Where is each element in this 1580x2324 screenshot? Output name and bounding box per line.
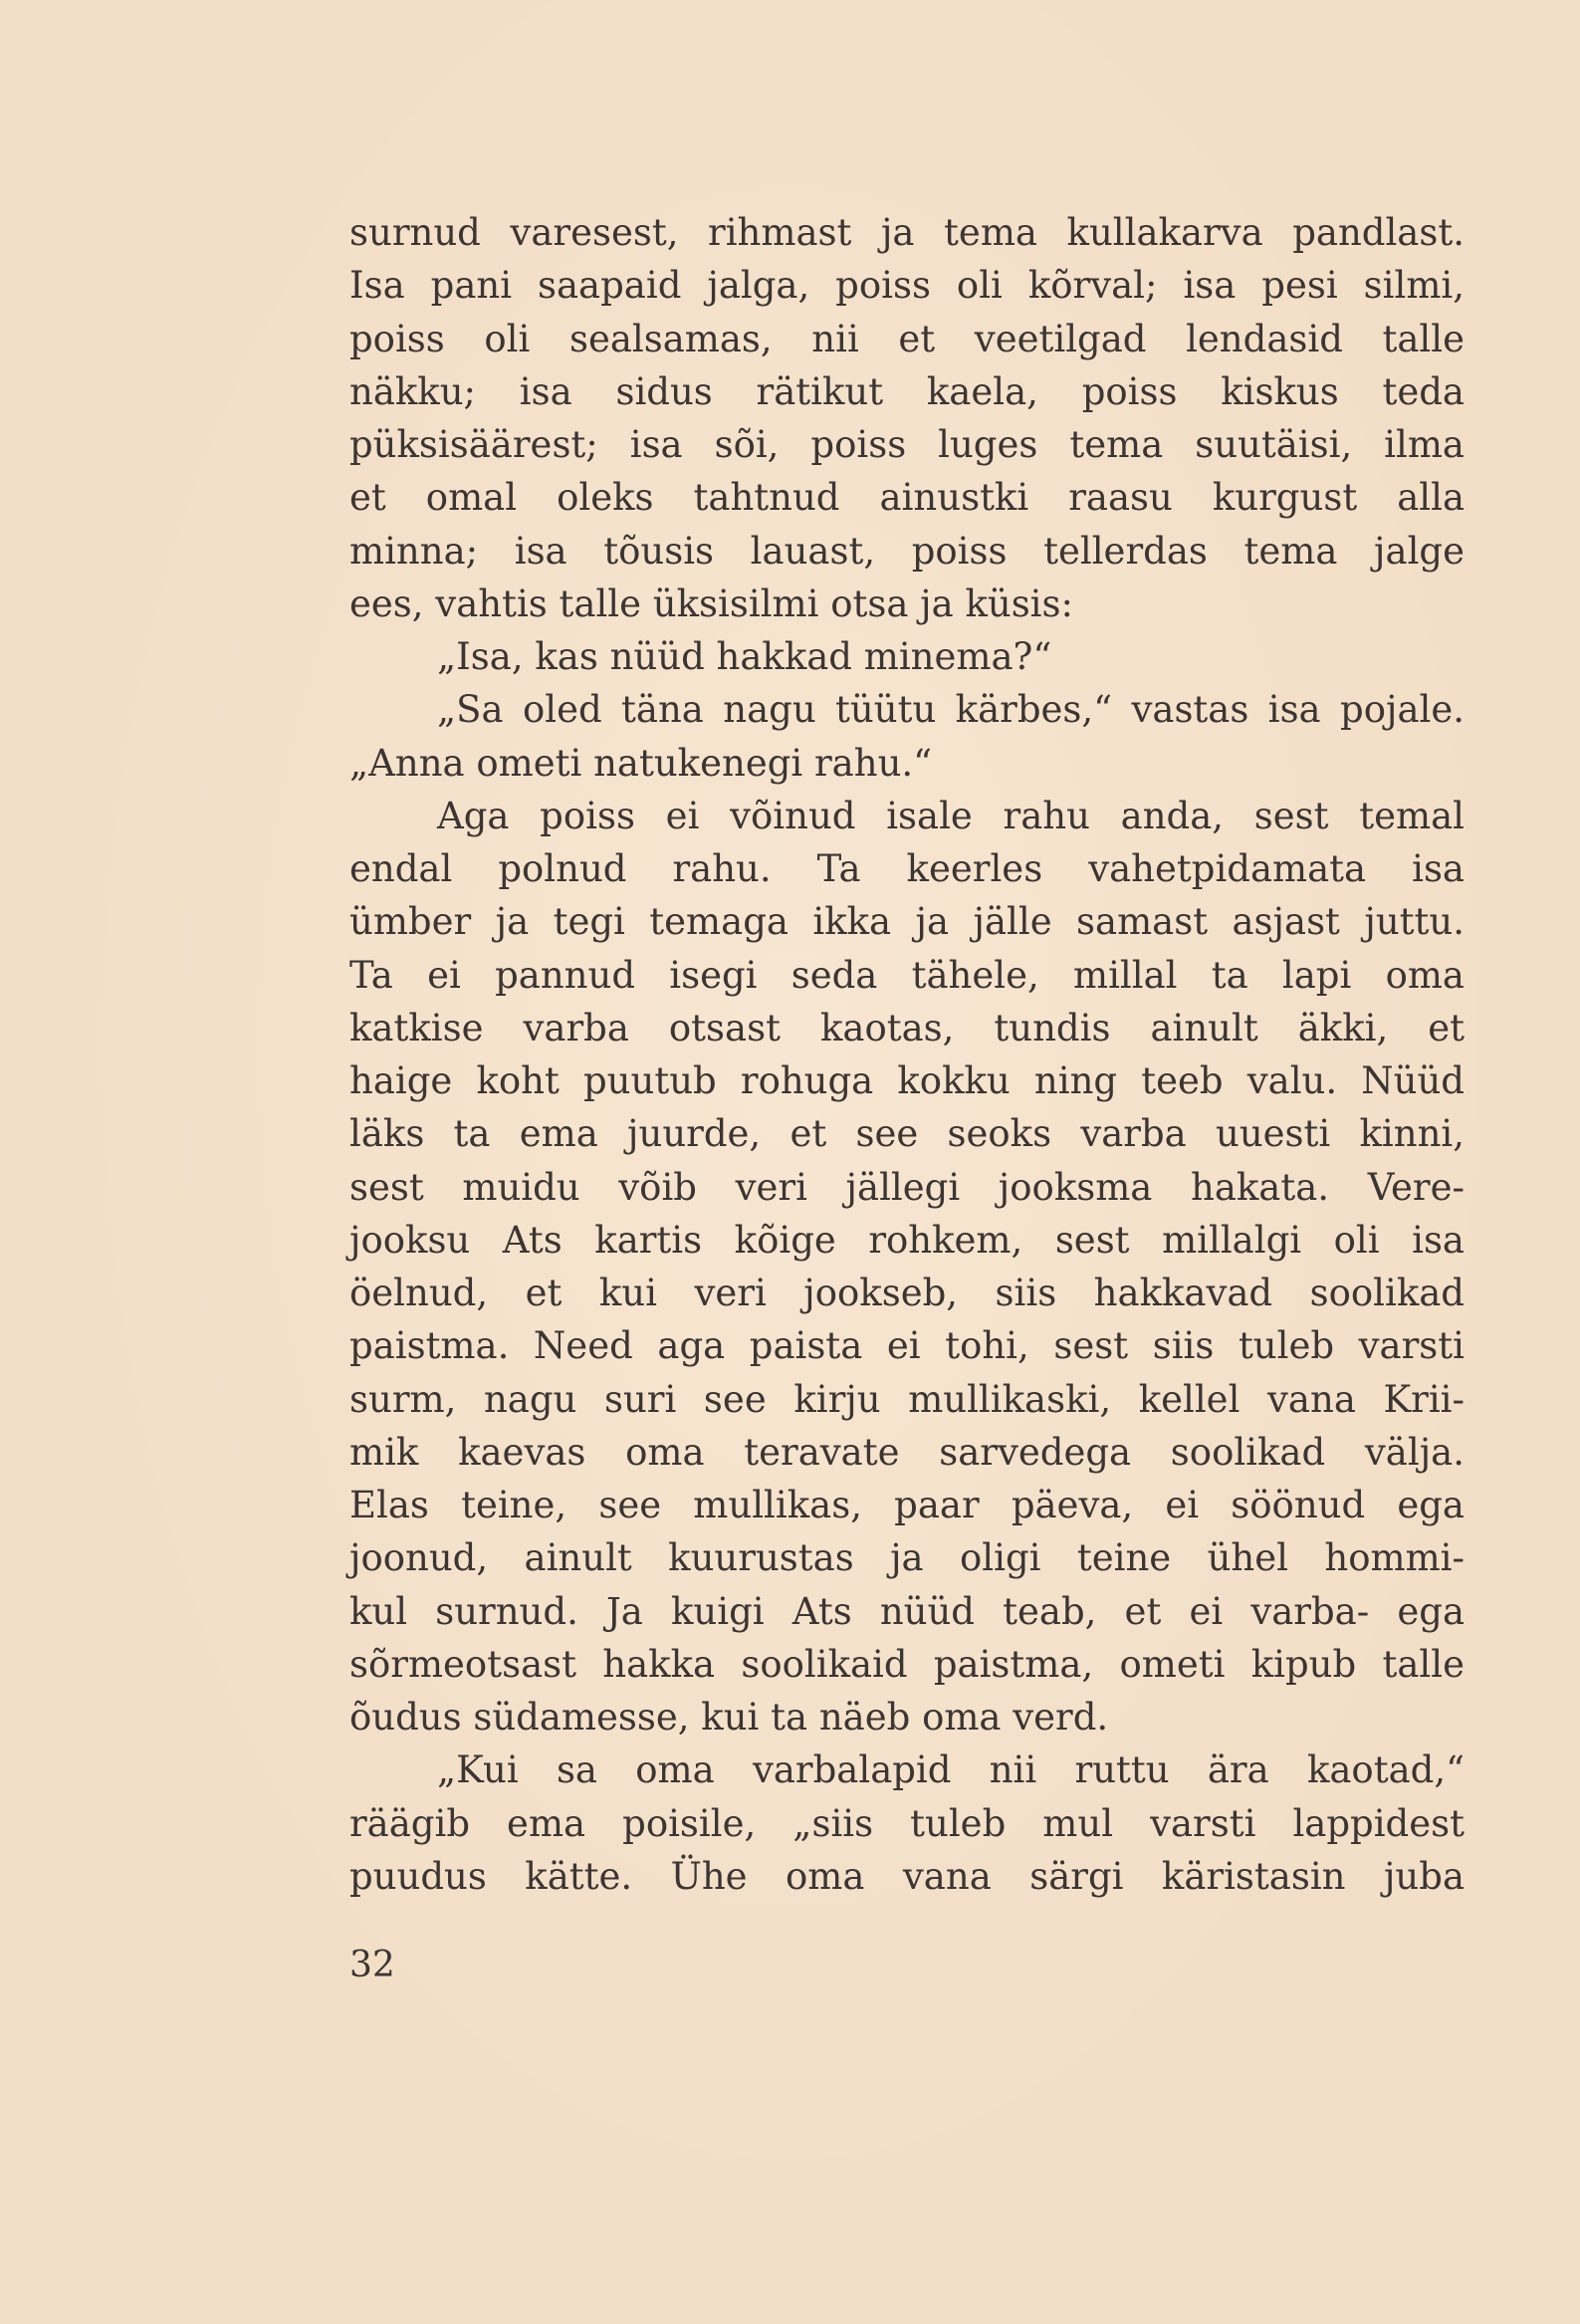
line-text: räägib ema poisile, „siis tuleb mul varsti lappidest [349,1801,1465,1845]
line-text: paistma. Need aga paista ei tohi, sest siis tuleb varsti [349,1324,1465,1368]
text-line [349,1267,1465,1319]
text-line [349,895,1465,948]
text-line [349,1319,1465,1372]
text-line [349,313,1465,365]
text-line [349,1585,1465,1638]
page-number: 32 [349,1945,395,1985]
line-text: „Kui sa oma varbalapid nii ruttu ära kaotad,“ [437,1748,1465,1792]
text-line [349,1479,1465,1531]
text-line [349,949,1465,1002]
paragraph [349,630,1465,683]
line-text: surm, nagu suri see kirju mullikaski, kellel vana Krii- [349,1377,1465,1421]
line-text: Ta ei pannud isegi seda tähele, millal ta lapi oma [349,953,1465,997]
line-text: sõrmeotsast hakka soolikaid paistma, ometi kipub talle [349,1642,1465,1686]
text-line [349,365,1465,418]
line-text: haige koht puutub rohuga kokku ning teeb valu. Nüüd [349,1059,1465,1102]
text-line [349,578,1465,630]
text-line [349,1214,1465,1267]
paragraph [349,790,1465,1744]
text-line [349,1531,1465,1584]
line-text: ümber ja tegi temaga ikka ja jälle samast asjast juttu. [349,900,1465,944]
line-text: kul surnud. Ja kuigi Ats nüüd teab, et ei varba- ega [349,1589,1465,1633]
line-text: joonud, ainult kuurustas ja oligi teine ühel hommi- [349,1536,1465,1580]
line-text: Isa pani saapaid jalga, poiss oli kõrval; isa pesi silmi, [349,264,1465,308]
text-line [349,1797,1465,1850]
line-text: „Anna ometi natukenegi rahu.“ [349,741,933,785]
paragraph [349,1743,1465,1903]
body-text [349,206,1465,1903]
line-text: minna; isa tõusis lauast, poiss tellerdas tema jalge [349,529,1465,573]
line-text: endal polnud rahu. Ta keerles vahetpidamata isa [349,847,1465,890]
line-text: õudus südamesse, kui ta näeb oma verd. [349,1696,1109,1739]
text-line [349,790,1465,842]
text-line [349,1850,1465,1903]
line-text: näkku; isa sidus rätikut kaela, poiss kiskus teda [349,369,1465,413]
text-line [349,1373,1465,1426]
line-text: läks ta ema juurde, et see seoks varba uuesti kinni, [349,1112,1465,1156]
line-text: surnud varesest, rihmast ja tema kullakarva pandlast. [349,211,1465,254]
text-line [349,206,1465,259]
line-text: „Isa, kas nüüd hakkad minema?“ [437,635,1052,678]
line-text: poiss oli sealsamas, nii et veetilgad lendasid talle [349,317,1465,360]
paragraph [349,683,1465,790]
text-line [349,259,1465,312]
text-line [349,1002,1465,1054]
line-text: öelnud, et kui veri jookseb, siis hakkavad soolikad [349,1272,1465,1314]
text-line [349,1743,1465,1796]
text-line [349,1638,1465,1691]
paragraph [349,206,1465,630]
text-line [349,471,1465,524]
text-line [349,630,1465,683]
text-line [349,418,1465,471]
line-text: sest muidu võib veri jällegi jooksma hakata. Vere- [349,1165,1465,1209]
line-text: katkise varba otsast kaotas, tundis ainult äkki, et [349,1006,1465,1049]
text-line [349,1691,1465,1743]
line-text: mik kaevas oma teravate sarvedega soolikad välja. [349,1430,1465,1474]
text-line [349,737,1465,790]
text-line [349,683,1465,736]
line-text: Aga poiss ei võinud isale rahu anda, sest temal [437,794,1465,837]
line-text: püksisäärest; isa sõi, poiss luges tema suutäisi, ilma [349,423,1465,466]
text-line [349,1426,1465,1479]
text-line [349,525,1465,578]
text-line [349,1161,1465,1214]
line-text: puudus kätte. Ühe oma vana särgi käristasin juba [349,1854,1465,1898]
line-text: jooksu Ats kartis kõige rohkem, sest millalgi oli isa [349,1218,1465,1262]
line-text: „Sa oled täna nagu tüütu kärbes,“ vastas isa pojale. [437,688,1465,732]
text-line [349,1054,1465,1107]
text-line [349,842,1465,895]
line-text: et omal oleks tahtnud ainustki raasu kurgust alla [349,476,1465,520]
line-text: Elas teine, see mullikas, paar päeva, ei söönud ega [349,1484,1465,1526]
text-line [349,1107,1465,1160]
line-text: ees, vahtis talle üksisilmi otsa ja küsis: [349,581,1073,625]
